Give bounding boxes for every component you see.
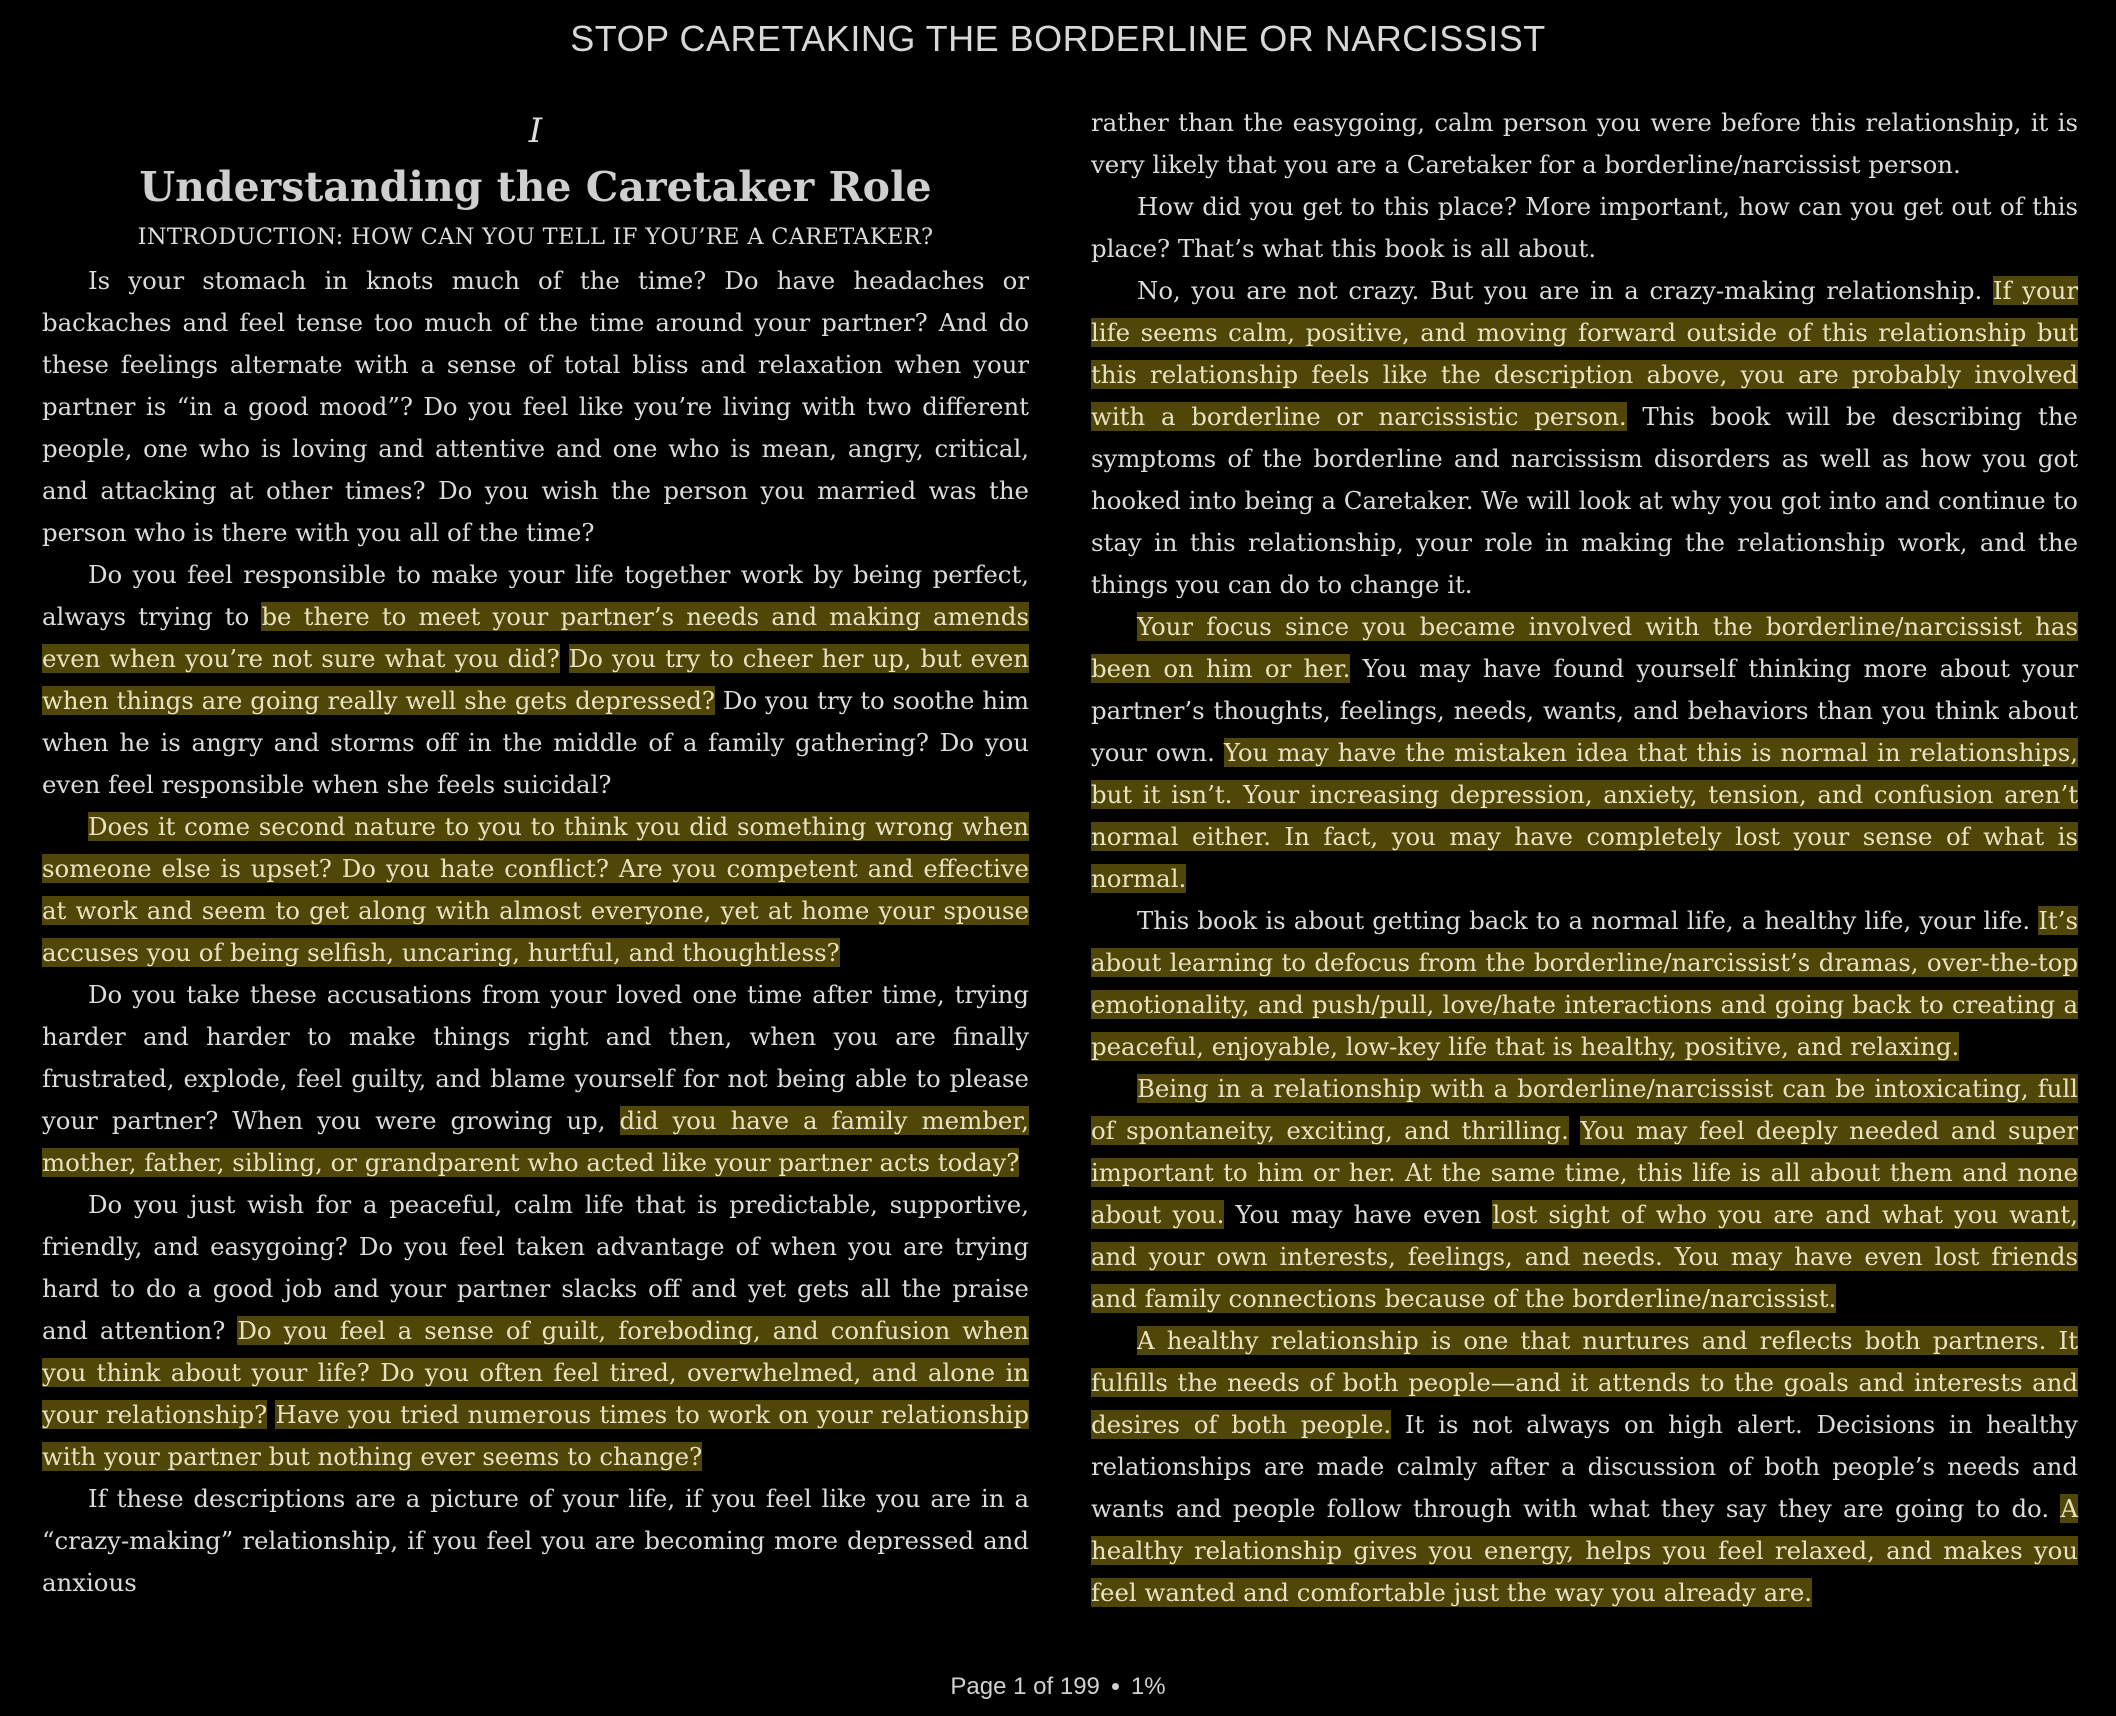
paragraph[interactable] — [42, 1478, 1029, 1604]
highlight[interactable]: Do you feel a sense of guilt, foreboding, and confusion when you think about your life? Do you often feel tired, overwhelmed, and alone in your relationship? — [42, 1316, 1029, 1429]
reading-progress: 1% — [1130, 1673, 1166, 1700]
paragraph[interactable] — [1091, 1068, 2078, 1320]
page-footer — [0, 1673, 2116, 1701]
section-heading: INTRODUCTION: HOW CAN YOU TELL IF YOU’RE A CARETAKER? — [137, 224, 934, 250]
paragraph[interactable] — [1091, 900, 2078, 1068]
highlight[interactable]: Have you tried numerous times to work on your relationship with your partner but nothing ever seems to change? — [42, 1400, 1029, 1471]
highlight[interactable]: If your life seems calm, positive, and moving forward outside of this relationship but this relationship feels like the description above, you are probably involved with a borderline or narcissistic person. — [1091, 276, 2078, 431]
page-left-column — [42, 102, 1029, 1604]
highlight[interactable]: You may feel deeply needed and super important to him or her. At the same time, this life is all about them and none about you. — [1091, 1116, 2078, 1229]
highlight[interactable]: You may have the mistaken idea that this is normal in relationships, but it isn’t. Your increasing depression, anxiety, tension, and confusion aren’t normal either. In fact, you may have completely lost your sense of what is normal. — [1091, 738, 2078, 893]
body-text[interactable]: This book is about getting back to a normal life, a healthy life, your life. — [1137, 906, 2039, 935]
highlight[interactable]: A healthy relationship is one that nurtures and reflects both partners. It fulfills the needs of both people—and it attends to the goals and interests and desires of both people. — [1091, 1326, 2078, 1439]
body-text[interactable]: Is your stomach in knots much of the time? Do have headaches or backaches and feel tense too much of the time around your partner? And do these feelings alternate with a sense of total bliss and relaxation when your partner is “in a good mood”? Do you feel like you’re living with two different people, one who is loving and attentive and one who is mean, angry, critical, and attacking at other times? Do you wish the person you married was the person who is there with you all of the time? — [42, 266, 1029, 547]
paragraph[interactable] — [42, 554, 1029, 806]
body-text[interactable]: Do you just wish for a peaceful, calm life that is predictable, supportive, friendly, and easygoing? Do you feel taken advantage of when you are trying hard to do a good job and your partner slacks off and yet gets all the praise and attention? — [42, 1190, 1029, 1345]
paragraph[interactable] — [1091, 1320, 2078, 1614]
page-right-column — [1091, 102, 2078, 1614]
part-number: I — [528, 111, 543, 151]
body-text[interactable]: rather than the easygoing, calm person you were before this relationship, it is very likely that you are a Caretaker for a borderline/narcissist person. — [1091, 108, 2078, 179]
body-text[interactable]: This book will be describing the symptoms of the borderline and narcissism disorders as well as how you got hooked into being a Caretaker. We will look at why you got into and continue to stay in this relationship, your role in making the relationship work, and the things you can do to change it. — [1091, 402, 2078, 599]
chapter-title: Understanding the Caretaker Role — [139, 163, 932, 211]
separator-dot-icon — [1112, 1683, 1119, 1690]
body-text[interactable]: Do you take these accusations from your loved one time after time, trying harder and harder to make things right and then, when you are finally frustrated, explode, feel guilty, and blame yourself for not being able to please your partner? When you were growing up, — [42, 980, 1029, 1135]
highlight[interactable]: It’s about learning to defocus from the borderline/narcissist’s dramas, over-the-top emotionality, and push/pull, love/hate interactions and going back to creating a peaceful, enjoyable, low-key life that is healthy, positive, and relaxing. — [1091, 906, 2078, 1061]
highlight[interactable]: Does it come second nature to you to think you did something wrong when someone else is upset? Do you hate conflict? Are you competent and effective at work and seem to get along with almost everyone, yet at home your spouse accuses you of being selfish, uncaring, hurtful, and thoughtless? — [42, 812, 1029, 967]
body-text[interactable]: You may have found yourself thinking more about your partner’s thoughts, feelings, needs, wants, and behaviors than you think about your own. — [1091, 654, 2079, 767]
highlight[interactable]: be there to meet your partner’s needs and making amends even when you’re not sure what you did? — [42, 602, 1029, 673]
highlight[interactable]: lost sight of who you are and what you want, and your own interests, feelings, and needs. You may have even lost friends and family connections because of the borderline/narcissist. — [1091, 1200, 2078, 1313]
paragraph[interactable] — [1091, 102, 2078, 186]
body-text[interactable]: You may have even — [1224, 1200, 1493, 1229]
paragraph[interactable] — [42, 1184, 1029, 1478]
body-text[interactable]: If these descriptions are a picture of your life, if you feel like you are in a “crazy-making” relationship, if you feel you are becoming more depressed and anxious — [42, 1484, 1029, 1597]
highlight[interactable]: A healthy relationship gives you energy, helps you feel relaxed, and makes you feel wanted and comfortable just the way you already are. — [1091, 1494, 2078, 1607]
highlight[interactable]: Being in a relationship with a borderline/narcissist can be intoxicating, full of spontaneity, exciting, and thrilling. — [1091, 1074, 2078, 1145]
highlight[interactable]: did you have a family member, mother, father, sibling, or grandparent who acted like your partner acts today? — [42, 1106, 1029, 1177]
paragraph[interactable] — [1091, 606, 2078, 900]
highlight[interactable]: Do you try to cheer her up, but even when things are going really well she gets depressed? — [42, 644, 1029, 715]
highlight[interactable]: Your focus since you became involved with the borderline/narcissist has been on him or her. — [1091, 612, 2078, 683]
body-text[interactable]: How did you get to this place? More important, how can you get out of this place? That’s what this book is all about. — [1091, 192, 2078, 263]
page-indicator: Page 1 of 199 — [950, 1673, 1100, 1700]
paragraph[interactable] — [42, 974, 1029, 1184]
body-text[interactable]: Do you try to soothe him when he is angry and storms off in the middle of a family gathering? Do you even feel responsible when she feels suicidal? — [42, 686, 1030, 799]
paragraph[interactable] — [1091, 186, 2078, 270]
paragraph[interactable] — [42, 260, 1029, 554]
book-title: STOP CARETAKING THE BORDERLINE OR NARCISSIST — [570, 18, 1546, 59]
body-text[interactable]: No, you are not crazy. But you are in a crazy-making relationship. — [1137, 276, 1993, 305]
body-text[interactable]: It is not always on high alert. Decisions in healthy relationships are made calmly after a discussion of both people’s needs and wants and people follow through with what they say they are going to do. — [1091, 1410, 2078, 1523]
body-text[interactable]: Do you feel responsible to make your life together work by being perfect, always trying to — [42, 560, 1029, 631]
paragraph[interactable] — [42, 806, 1029, 974]
paragraph[interactable] — [1091, 270, 2078, 606]
